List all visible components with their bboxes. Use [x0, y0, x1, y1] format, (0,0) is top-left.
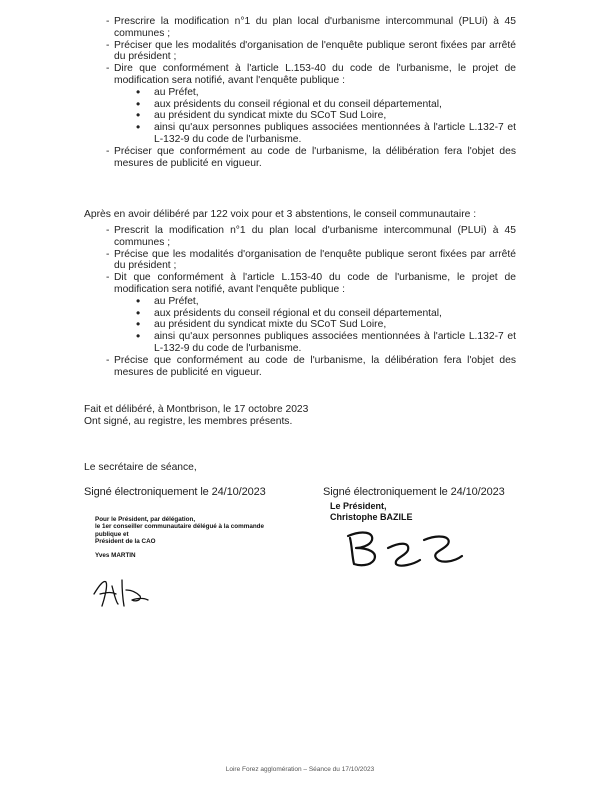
list-item: - Précise que les modalités d'organisation de l'enquête publique seront fixées par arrêté du président ; — [106, 249, 516, 273]
list-item: • au Préfet, — [114, 296, 516, 308]
closing-place-date: Fait et délibéré, à Montbrison, le 17 octobre 2023 — [84, 404, 309, 415]
delegation-line: Pour le Président, par délégation, — [95, 516, 196, 523]
list-item: - Précise que conformément au code de l'urbanisme, la délibération fera l'objet des mesures de publicité en vigueur. — [106, 355, 516, 379]
right-signatory-title: Le Président, — [330, 501, 387, 511]
decision-list — [106, 225, 516, 378]
list-item: • au président du syndicat mixte du SCoT Sud Loire, — [114, 110, 516, 122]
handwritten-signature-right — [340, 526, 470, 572]
signatory-name: Yves MARTIN — [95, 551, 136, 559]
role-line: le 1er conseiller communautaire délégué à la commande — [95, 523, 265, 531]
list-item-text: Dit que conformément à l'article L.153-40 du code de l'urbanisme, le projet de modification sera notifié, avant l'enquête publique : — [114, 272, 516, 295]
proposal-list — [106, 16, 516, 169]
list-item: • ainsi qu'aux personnes publiques associées mentionnées à l'article L.132-7 et L-132-9 du code de l'urbanisme. — [114, 122, 516, 146]
list-item: - Préciser que conformément au code de l'urbanisme, la délibération fera l'objet des mesures de publicité en vigueur. — [106, 146, 516, 170]
recipient-list — [114, 87, 516, 146]
closing-signatories: Ont signé, au registre, les membres présents. — [84, 416, 293, 427]
list-item: - Prescrire la modification n°1 du plan local d'urbanisme intercommunal (PLUi) à 45 communes ; — [106, 16, 516, 40]
right-signed-date: Signé électroniquement le 24/10/2023 — [323, 486, 505, 498]
role-line: publique et — [95, 530, 129, 538]
left-signed-date: Signé électroniquement le 24/10/2023 — [84, 486, 266, 498]
list-item: - Prescrit la modification n°1 du plan local d'urbanisme intercommunal (PLUi) à 45 communes ; — [106, 225, 516, 249]
list-item: - Préciser que les modalités d'organisation de l'enquête publique seront fixées par arrêté du président ; — [106, 40, 516, 64]
list-item: • au président du syndicat mixte du SCoT Sud Loire, — [114, 319, 516, 331]
list-item — [106, 63, 516, 146]
secretary-label: Le secrétaire de séance, — [84, 462, 197, 473]
vote-sentence: Après en avoir délibéré par 122 voix pour et 3 abstentions, le conseil communautaire : — [84, 209, 477, 220]
right-signatory-name: Christophe BAZILE — [330, 512, 413, 522]
list-item: • au Préfet, — [114, 87, 516, 99]
list-item: • aux présidents du conseil régional et du conseil départemental, — [114, 308, 516, 320]
recipient-list — [114, 296, 516, 355]
list-item — [106, 272, 516, 355]
list-item: • ainsi qu'aux personnes publiques associées mentionnées à l'article L.132-7 et L-132-9 du code de l'urbanisme. — [114, 331, 516, 355]
left-signature-block — [95, 516, 275, 559]
role-line: Président de la CAO — [95, 538, 156, 546]
page-footer: Loire Forez agglomération – Séance du 17/10/2023 — [225, 766, 375, 773]
handwritten-signature-left — [86, 572, 156, 610]
list-item-text: Dire que conformément à l'article L.153-40 du code de l'urbanisme, le projet de modification sera notifié, avant l'enquête publique : — [114, 63, 516, 86]
list-item: • aux présidents du conseil régional et du conseil départemental, — [114, 99, 516, 111]
